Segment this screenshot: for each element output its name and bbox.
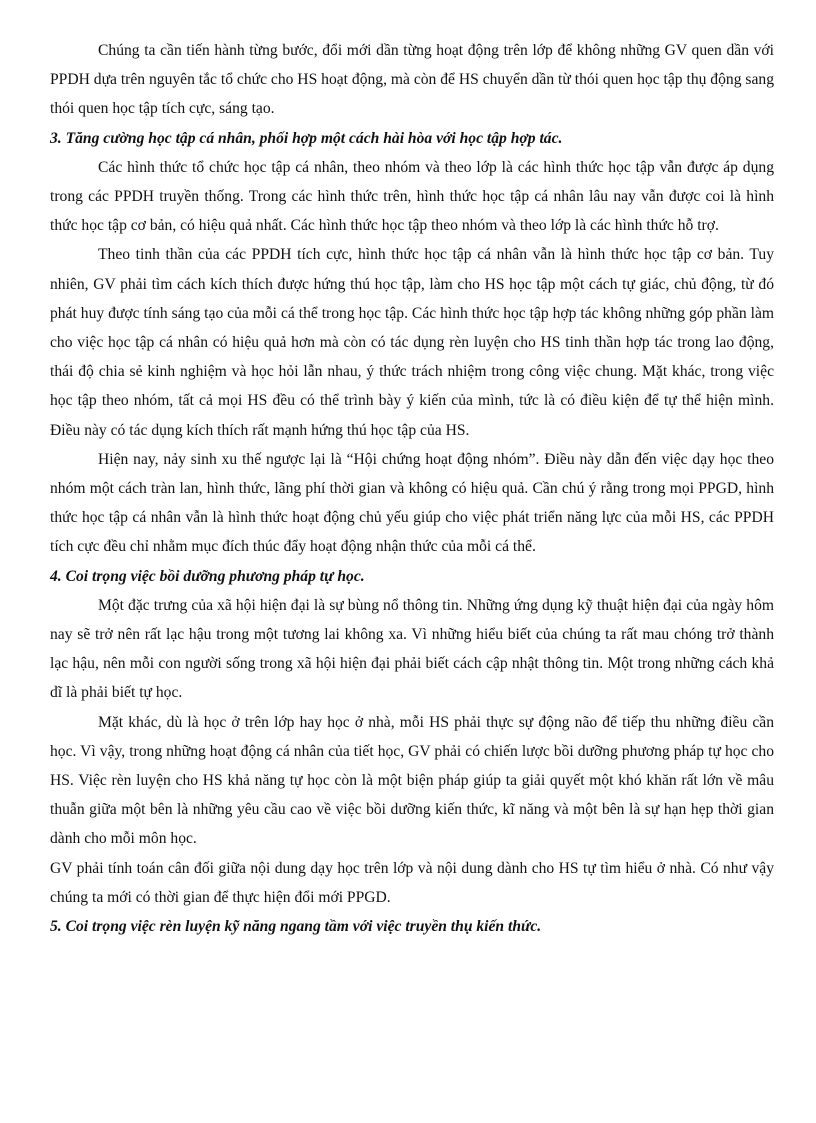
section-heading-4: 4. Coi trọng việc bồi dưỡng phương pháp tự học. xyxy=(50,567,365,585)
section-heading-5: 5. Coi trọng việc rèn luyện kỹ năng ngang tầm với việc truyền thụ kiến thức. xyxy=(50,918,542,936)
paragraph-content-balance: GV phải tính toán cân đối giữa nội dung dạy học trên lớp và nội dung dành cho HS tự tìm hiểu ở nhà. Có như vậy chúng ta mới có thời gian để thực hiện đổi mới PPGD. xyxy=(50,859,774,906)
paragraph-group-syndrome: Hiện nay, nảy sinh xu thế ngược lại là “Hội chứng hoạt động nhóm”. Điều này dẫn đến việc dạy học theo nhóm một cách tràn lan, hình thức, lãng phí thời gian và không có hiệu quả. Cần chú ý rằng trong mọi PPGD, hình thức học tập cá nhân vẫn là hình thức hoạt động chủ yếu giúp cho việc phát triển năng lực của mỗi HS, các PPDH tích cực đều chỉ nhằm mục đích thúc đẩy hoạt động nhận thức của mỗi cá thể. xyxy=(50,450,774,556)
paragraph-learning-forms: Các hình thức tổ chức học tập cá nhân, theo nhóm và theo lớp là các hình thức học tập vẫn được áp dụng trong các PPDH truyền thống. Trong các hình thức trên, hình thức học tập cá nhân lâu nay vẫn được coi là hình thức học tập cơ bản, có hiệu quả nhất. Các hình thức học tập theo nhóm và theo lớp là các hình thức hỗ trợ. xyxy=(50,158,774,235)
paragraph-active-methods: Theo tinh thần của các PPDH tích cực, hình thức học tập cá nhân vẫn là hình thức học tập cơ bản. Tuy nhiên, GV phải tìm cách kích thích được hứng thú học tập, làm cho HS học tập một cách tự giác, chủ động, từ đó phát huy được tính sáng tạo của mỗi cá thể trong học tập. Các hình thức học tập hợp tác không những góp phần làm cho việc học tập cá nhân có hiệu quả hơn mà còn có tác dụng rèn luyện cho HS tinh thần hợp tác trong lao động, thái độ chia sẻ kinh nghiệm và học hỏi lẫn nhau, ý thức trách nhiệm trong công việc chung. Mặt khác, trong việc học tập theo nhóm, tất cả mọi HS đều có thể trình bày ý kiến của mình, tức là có điều kiện để tự thể hiện mình. Điều này có tác dụng kích thích rất mạnh hứng thú học tập của HS. xyxy=(50,246,774,439)
section-heading-3: 3. Tăng cường học tập cá nhân, phối hợp một cách hài hòa với học tập hợp tác. xyxy=(50,129,563,147)
paragraph-information-explosion: Một đặc trưng của xã hội hiện đại là sự bùng nổ thông tin. Những ứng dụng kỹ thuật hiện đại của ngày hôm nay sẽ trở nên rất lạc hậu trong một tương lai không xa. Vì những hiểu biết của chúng ta rất mau chóng trở thành lạc hậu, nên mỗi con người sống trong xã hội hiện đại phải biết cách cập nhật thông tin. Một trong những cách khả dĩ là phải biết tự học. xyxy=(50,596,774,702)
paragraph-self-study: Mặt khác, dù là học ở trên lớp hay học ở nhà, mỗi HS phải thực sự động não để tiếp thu những điều cần học. Vì vậy, trong những hoạt động cá nhân của tiết học, GV phải có chiến lược bồi dưỡng phương pháp tự học cho HS. Việc rèn luyện cho HS khả năng tự học còn là một biện pháp giúp ta giải quyết một khó khăn rất lớn về mâu thuẫn giữa một bên là những yêu cầu cao về việc bồi dưỡng kiến thức, kĩ năng và một bên là sự hạn hẹp thời gian dành cho mỗi môn học. xyxy=(50,713,774,848)
paragraph-gradual-change: Chúng ta cần tiến hành từng bước, đổi mới dần từng hoạt động trên lớp để không những GV quen dần với PPDH dựa trên nguyên tắc tổ chức cho HS hoạt động, mà còn để HS chuyển dần từ thói quen học tập thụ động sang thói quen học tập tích cực, sáng tạo. xyxy=(50,42,774,118)
